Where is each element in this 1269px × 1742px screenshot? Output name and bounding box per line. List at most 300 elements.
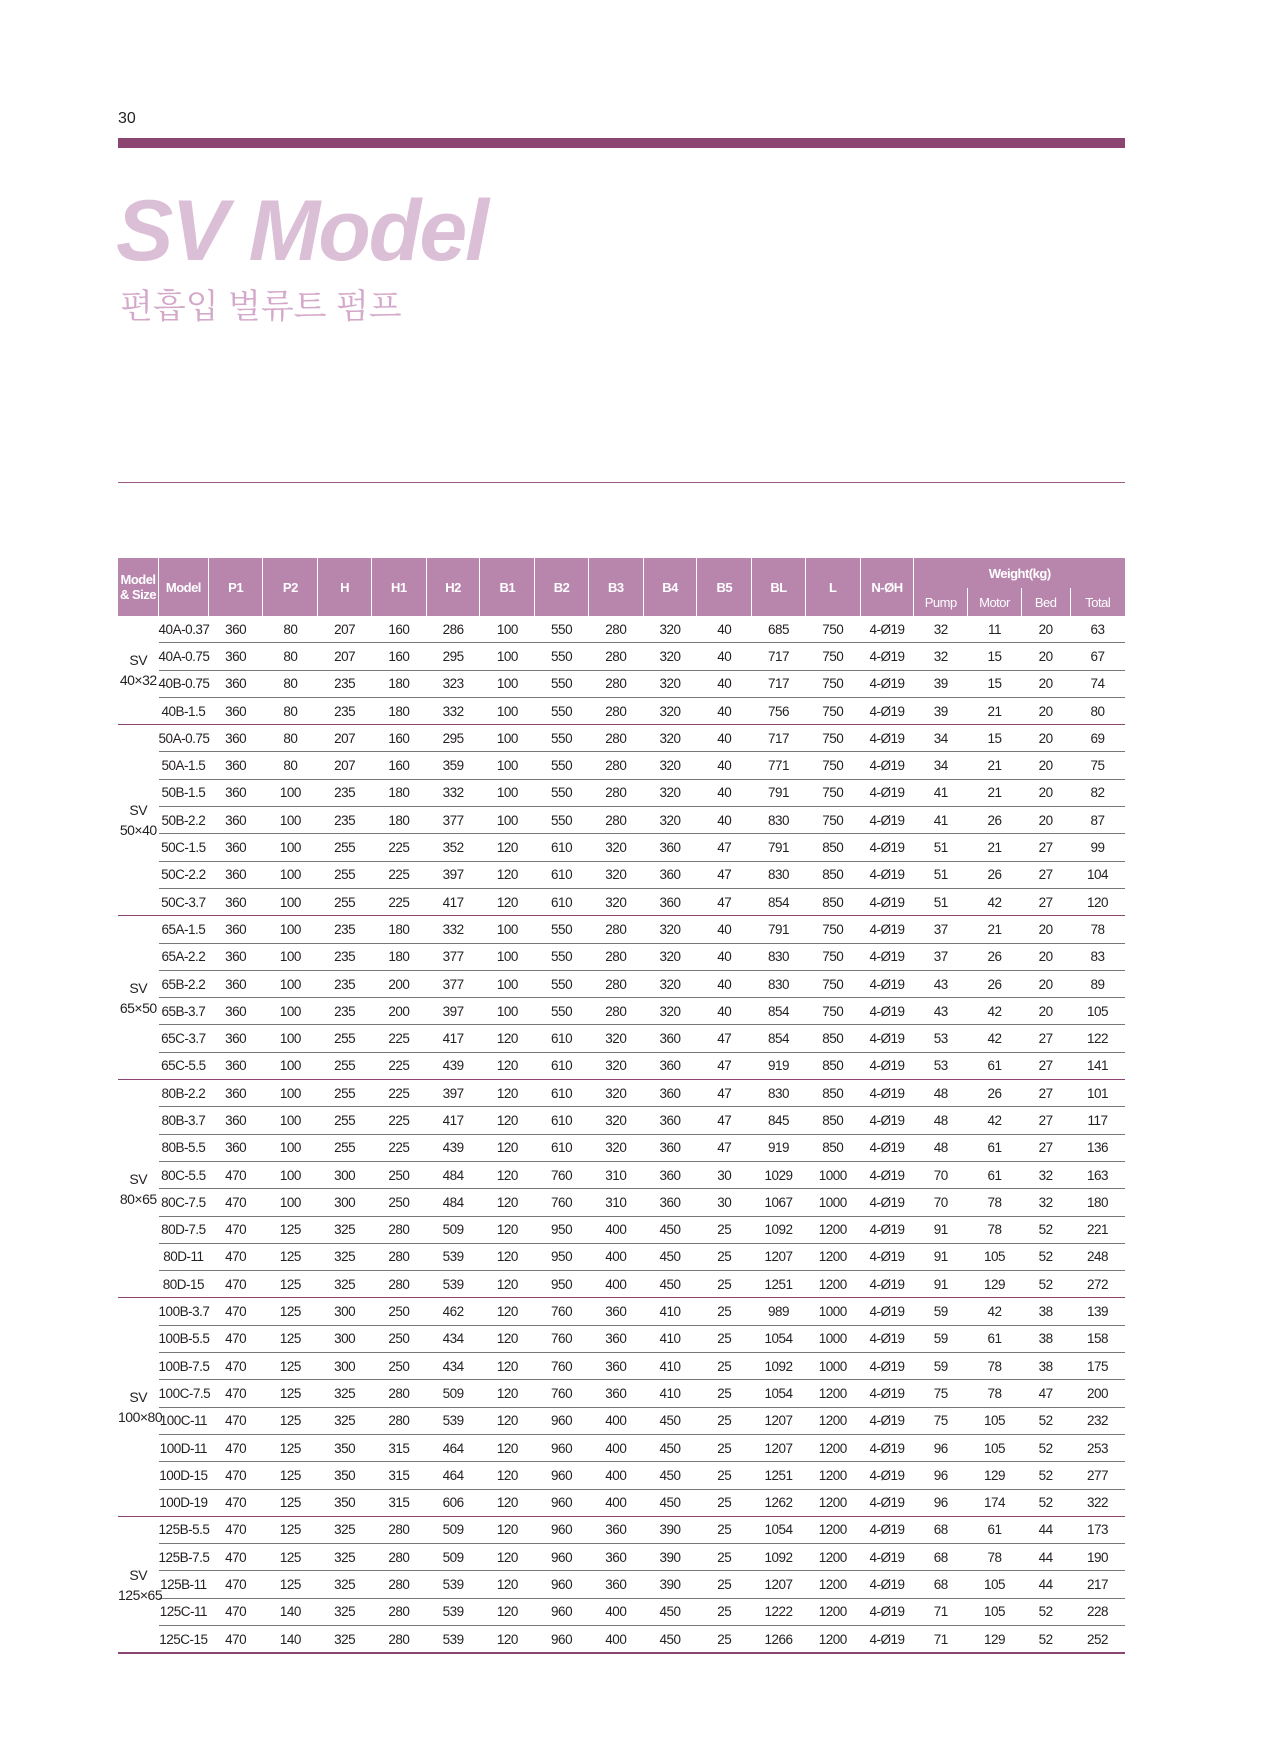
- cell-p2: 125: [263, 1516, 318, 1543]
- cell-b5: 25: [697, 1462, 752, 1489]
- cell-bed: 52: [1021, 1598, 1070, 1625]
- cell-bl: 1266: [752, 1625, 806, 1653]
- cell-h1: 200: [371, 970, 426, 997]
- cell-model: 80C-5.5: [159, 1161, 209, 1188]
- cell-total: 180: [1070, 1189, 1125, 1216]
- header-weight-total: Total: [1070, 588, 1125, 616]
- cell-bed: 52: [1021, 1271, 1070, 1298]
- cell-total: 136: [1070, 1134, 1125, 1161]
- cell-b1: 100: [480, 998, 535, 1025]
- cell-l: 750: [805, 643, 860, 670]
- cell-bl: 1262: [752, 1489, 806, 1516]
- cell-bl: 1251: [752, 1271, 806, 1298]
- cell-l: 850: [805, 1052, 860, 1079]
- cell-p1: 470: [208, 1298, 263, 1325]
- cell-bed: 20: [1021, 752, 1070, 779]
- cell-p1: 360: [208, 807, 263, 834]
- cell-h: 300: [318, 1189, 372, 1216]
- cell-b1: 120: [480, 1080, 535, 1107]
- cell-b3: 400: [588, 1271, 643, 1298]
- cell-model: 40A-0.75: [159, 643, 209, 670]
- cell-bl: 830: [752, 1080, 806, 1107]
- cell-l: 1000: [805, 1298, 860, 1325]
- cell-b1: 120: [480, 1544, 535, 1571]
- cell-l: 1200: [805, 1434, 860, 1461]
- cell-b5: 25: [697, 1243, 752, 1270]
- cell-motor: 42: [968, 998, 1022, 1025]
- cell-h: 300: [318, 1325, 372, 1352]
- cell-model: 80B-3.7: [159, 1107, 209, 1134]
- cell-h: 207: [318, 616, 372, 643]
- cell-b1: 120: [480, 1516, 535, 1543]
- cell-h2: 539: [426, 1625, 480, 1653]
- table-row: [118, 725, 1125, 752]
- cell-b2: 960: [535, 1516, 589, 1543]
- cell-p2: 100: [263, 1052, 318, 1079]
- cell-p1: 470: [208, 1434, 263, 1461]
- cell-h1: 250: [371, 1325, 426, 1352]
- cell-h2: 509: [426, 1516, 480, 1543]
- cell-b1: 120: [480, 1189, 535, 1216]
- cell-h: 207: [318, 752, 372, 779]
- cell-model: 125C-11: [159, 1598, 209, 1625]
- cell-b2: 550: [535, 998, 589, 1025]
- cell-h: 255: [318, 1052, 372, 1079]
- cell-h: 325: [318, 1571, 372, 1598]
- cell-pump: 96: [914, 1462, 968, 1489]
- size-dimension-label: 125×65: [118, 1586, 163, 1603]
- cell-l: 850: [805, 1080, 860, 1107]
- cell-b3: 400: [588, 1462, 643, 1489]
- cell-model: 80D-15: [159, 1271, 209, 1298]
- cell-b1: 120: [480, 888, 535, 915]
- cell-motor: 26: [968, 1080, 1022, 1107]
- cell-l: 1000: [805, 1325, 860, 1352]
- cell-l: 850: [805, 1025, 860, 1052]
- table-row: [118, 1462, 1125, 1489]
- cell-n-oh: 4-Ø19: [860, 1298, 914, 1325]
- cell-b5: 25: [697, 1544, 752, 1571]
- cell-h2: 377: [426, 807, 480, 834]
- cell-b1: 120: [480, 1489, 535, 1516]
- cell-p1: 360: [208, 1134, 263, 1161]
- model-size-cell: [118, 616, 159, 725]
- cell-b5: 40: [697, 643, 752, 670]
- cell-pump: 59: [914, 1325, 968, 1352]
- cell-p1: 470: [208, 1625, 263, 1653]
- cell-bl: 791: [752, 916, 806, 943]
- cell-n-oh: 4-Ø19: [860, 1380, 914, 1407]
- size-dimension-label: 65×50: [119, 999, 157, 1016]
- cell-b4: 320: [643, 725, 697, 752]
- cell-model: 125C-15: [159, 1625, 209, 1653]
- cell-h: 325: [318, 1243, 372, 1270]
- cell-motor: 26: [968, 970, 1022, 997]
- cell-motor: 21: [968, 916, 1022, 943]
- cell-total: 217: [1070, 1571, 1125, 1598]
- cell-motor: 26: [968, 807, 1022, 834]
- cell-b2: 760: [535, 1189, 589, 1216]
- cell-p1: 470: [208, 1189, 263, 1216]
- cell-n-oh: 4-Ø19: [860, 643, 914, 670]
- cell-model: 100B-3.7: [159, 1298, 209, 1325]
- cell-pump: 96: [914, 1434, 968, 1461]
- cell-n-oh: 4-Ø19: [860, 1462, 914, 1489]
- cell-model: 50C-3.7: [159, 888, 209, 915]
- cell-bl: 1054: [752, 1516, 806, 1543]
- cell-n-oh: 4-Ø19: [860, 616, 914, 643]
- cell-b5: 40: [697, 752, 752, 779]
- cell-h: 255: [318, 1025, 372, 1052]
- cell-h1: 225: [371, 1134, 426, 1161]
- cell-pump: 43: [914, 970, 968, 997]
- cell-b3: 280: [588, 807, 643, 834]
- page-number: 30: [118, 110, 136, 127]
- cell-model: 65A-2.2: [159, 943, 209, 970]
- cell-bed: 38: [1021, 1325, 1070, 1352]
- cell-b1: 120: [480, 1325, 535, 1352]
- cell-h2: 286: [426, 616, 480, 643]
- cell-b2: 550: [535, 807, 589, 834]
- cell-b4: 390: [643, 1516, 697, 1543]
- cell-total: 87: [1070, 807, 1125, 834]
- cell-n-oh: 4-Ø19: [860, 1544, 914, 1571]
- cell-b3: 280: [588, 697, 643, 724]
- cell-bed: 20: [1021, 943, 1070, 970]
- table-row: [118, 779, 1125, 806]
- cell-motor: 78: [968, 1353, 1022, 1380]
- cell-h1: 160: [371, 643, 426, 670]
- table-row: [118, 1489, 1125, 1516]
- cell-motor: 78: [968, 1544, 1022, 1571]
- cell-motor: 61: [968, 1052, 1022, 1079]
- size-series-label: SV: [129, 802, 148, 819]
- cell-b4: 450: [643, 1625, 697, 1653]
- cell-n-oh: 4-Ø19: [860, 1134, 914, 1161]
- cell-n-oh: 4-Ø19: [860, 861, 914, 888]
- cell-h: 235: [318, 916, 372, 943]
- cell-b1: 120: [480, 1353, 535, 1380]
- cell-total: 173: [1070, 1516, 1125, 1543]
- table-row: [118, 616, 1125, 643]
- cell-n-oh: 4-Ø19: [860, 1107, 914, 1134]
- cell-h2: 434: [426, 1325, 480, 1352]
- cell-bed: 27: [1021, 1080, 1070, 1107]
- cell-total: 141: [1070, 1052, 1125, 1079]
- cell-p1: 470: [208, 1216, 263, 1243]
- cell-h: 255: [318, 1080, 372, 1107]
- cell-b4: 450: [643, 1434, 697, 1461]
- cell-b1: 120: [480, 1571, 535, 1598]
- cell-p2: 125: [263, 1571, 318, 1598]
- cell-b4: 390: [643, 1544, 697, 1571]
- cell-h2: 509: [426, 1216, 480, 1243]
- header-model: Model: [159, 558, 209, 616]
- cell-bed: 20: [1021, 725, 1070, 752]
- cell-p1: 360: [208, 670, 263, 697]
- cell-total: 101: [1070, 1080, 1125, 1107]
- cell-l: 1200: [805, 1598, 860, 1625]
- cell-b1: 120: [480, 1625, 535, 1653]
- cell-b4: 320: [643, 916, 697, 943]
- cell-h: 255: [318, 1134, 372, 1161]
- header-row: [118, 558, 1125, 588]
- cell-h1: 225: [371, 888, 426, 915]
- page-subtitle: 편흡입 벌류트 펌프: [120, 288, 402, 326]
- cell-h2: 539: [426, 1243, 480, 1270]
- cell-model: 100D-15: [159, 1462, 209, 1489]
- cell-p1: 470: [208, 1544, 263, 1571]
- cell-model: 65A-1.5: [159, 916, 209, 943]
- cell-h1: 160: [371, 725, 426, 752]
- cell-bed: 27: [1021, 1052, 1070, 1079]
- cell-b5: 40: [697, 970, 752, 997]
- cell-b5: 40: [697, 725, 752, 752]
- cell-n-oh: 4-Ø19: [860, 1025, 914, 1052]
- cell-n-oh: 4-Ø19: [860, 1407, 914, 1434]
- cell-bed: 27: [1021, 861, 1070, 888]
- size-dimension-label: 50×40: [119, 822, 157, 839]
- table-row: [118, 888, 1125, 915]
- cell-h2: 462: [426, 1298, 480, 1325]
- cell-pump: 48: [914, 1134, 968, 1161]
- cell-b2: 610: [535, 834, 589, 861]
- cell-bed: 52: [1021, 1489, 1070, 1516]
- cell-b5: 25: [697, 1489, 752, 1516]
- section-divider: [118, 482, 1125, 483]
- cell-bl: 854: [752, 1025, 806, 1052]
- table-row: [118, 1243, 1125, 1270]
- cell-bed: 32: [1021, 1161, 1070, 1188]
- cell-h2: 484: [426, 1161, 480, 1188]
- table-row: [118, 1298, 1125, 1325]
- cell-b3: 320: [588, 888, 643, 915]
- cell-n-oh: 4-Ø19: [860, 943, 914, 970]
- cell-h1: 225: [371, 861, 426, 888]
- cell-motor: 61: [968, 1516, 1022, 1543]
- header-n-oh: N-ØH: [860, 558, 914, 616]
- cell-b5: 47: [697, 1052, 752, 1079]
- cell-n-oh: 4-Ø19: [860, 1325, 914, 1352]
- cell-bl: 854: [752, 998, 806, 1025]
- cell-b1: 100: [480, 752, 535, 779]
- cell-h1: 225: [371, 1052, 426, 1079]
- cell-b5: 25: [697, 1407, 752, 1434]
- cell-p2: 125: [263, 1243, 318, 1270]
- cell-b2: 760: [535, 1353, 589, 1380]
- cell-b2: 550: [535, 779, 589, 806]
- cell-n-oh: 4-Ø19: [860, 1516, 914, 1543]
- table-row: [118, 943, 1125, 970]
- cell-n-oh: 4-Ø19: [860, 807, 914, 834]
- table-body: [118, 616, 1125, 1653]
- cell-total: 139: [1070, 1298, 1125, 1325]
- size-dimension-label: 40×32: [119, 672, 157, 689]
- cell-b3: 320: [588, 861, 643, 888]
- cell-n-oh: 4-Ø19: [860, 834, 914, 861]
- cell-b1: 100: [480, 943, 535, 970]
- cell-b4: 450: [643, 1216, 697, 1243]
- cell-h: 235: [318, 807, 372, 834]
- cell-h1: 200: [371, 998, 426, 1025]
- page-title: SV Model: [116, 183, 488, 279]
- table-row: [118, 1189, 1125, 1216]
- cell-bl: 1251: [752, 1462, 806, 1489]
- cell-p1: 360: [208, 970, 263, 997]
- cell-h1: 315: [371, 1462, 426, 1489]
- cell-b3: 280: [588, 916, 643, 943]
- cell-b5: 25: [697, 1298, 752, 1325]
- cell-b4: 410: [643, 1380, 697, 1407]
- cell-p2: 140: [263, 1598, 318, 1625]
- cell-b5: 25: [697, 1571, 752, 1598]
- cell-bed: 20: [1021, 670, 1070, 697]
- cell-p2: 100: [263, 834, 318, 861]
- cell-h1: 315: [371, 1434, 426, 1461]
- cell-bed: 44: [1021, 1516, 1070, 1543]
- cell-pump: 41: [914, 807, 968, 834]
- cell-b5: 47: [697, 1107, 752, 1134]
- cell-model: 50B-1.5: [159, 779, 209, 806]
- cell-bed: 20: [1021, 970, 1070, 997]
- cell-p1: 360: [208, 943, 263, 970]
- cell-n-oh: 4-Ø19: [860, 1161, 914, 1188]
- cell-b1: 120: [480, 834, 535, 861]
- cell-h2: 332: [426, 697, 480, 724]
- table-row: [118, 1544, 1125, 1571]
- cell-b2: 550: [535, 725, 589, 752]
- cell-bl: 830: [752, 861, 806, 888]
- cell-bl: 717: [752, 643, 806, 670]
- cell-b1: 100: [480, 970, 535, 997]
- cell-bl: 830: [752, 943, 806, 970]
- cell-h1: 180: [371, 943, 426, 970]
- cell-n-oh: 4-Ø19: [860, 1353, 914, 1380]
- spec-table: [118, 558, 1125, 1654]
- cell-b2: 960: [535, 1625, 589, 1653]
- cell-h: 255: [318, 888, 372, 915]
- cell-p1: 360: [208, 752, 263, 779]
- cell-n-oh: 4-Ø19: [860, 1243, 914, 1270]
- model-size-cell: [118, 1516, 163, 1653]
- cell-model: 65C-5.5: [159, 1052, 209, 1079]
- cell-h1: 180: [371, 670, 426, 697]
- cell-bl: 919: [752, 1052, 806, 1079]
- cell-p2: 100: [263, 861, 318, 888]
- cell-bl: 1207: [752, 1571, 806, 1598]
- cell-b5: 25: [697, 1353, 752, 1380]
- cell-b4: 360: [643, 1080, 697, 1107]
- cell-bed: 20: [1021, 807, 1070, 834]
- cell-pump: 41: [914, 779, 968, 806]
- cell-h2: 397: [426, 998, 480, 1025]
- cell-total: 200: [1070, 1380, 1125, 1407]
- cell-bl: 717: [752, 725, 806, 752]
- cell-b3: 280: [588, 670, 643, 697]
- cell-model: 100D-11: [159, 1434, 209, 1461]
- cell-pump: 34: [914, 752, 968, 779]
- cell-p1: 360: [208, 861, 263, 888]
- cell-b2: 610: [535, 1134, 589, 1161]
- cell-b5: 25: [697, 1434, 752, 1461]
- cell-h: 300: [318, 1298, 372, 1325]
- cell-n-oh: 4-Ø19: [860, 1571, 914, 1598]
- cell-motor: 78: [968, 1189, 1022, 1216]
- cell-model: 50B-2.2: [159, 807, 209, 834]
- cell-b4: 450: [643, 1271, 697, 1298]
- cell-pump: 71: [914, 1625, 968, 1653]
- table-row: [118, 1598, 1125, 1625]
- cell-h1: 280: [371, 1380, 426, 1407]
- cell-h1: 280: [371, 1625, 426, 1653]
- cell-motor: 42: [968, 1025, 1022, 1052]
- cell-b1: 100: [480, 643, 535, 670]
- cell-h1: 160: [371, 616, 426, 643]
- cell-b4: 320: [643, 697, 697, 724]
- header-weight-bed: Bed: [1021, 588, 1070, 616]
- cell-total: 253: [1070, 1434, 1125, 1461]
- table-row: [118, 916, 1125, 943]
- cell-bl: 791: [752, 779, 806, 806]
- cell-pump: 51: [914, 834, 968, 861]
- table-row: [118, 1353, 1125, 1380]
- cell-bl: 1092: [752, 1544, 806, 1571]
- cell-p1: 360: [208, 1025, 263, 1052]
- cell-b4: 320: [643, 752, 697, 779]
- cell-model: 100D-19: [159, 1489, 209, 1516]
- cell-l: 1200: [805, 1216, 860, 1243]
- cell-h2: 359: [426, 752, 480, 779]
- cell-bl: 1207: [752, 1434, 806, 1461]
- cell-p2: 100: [263, 943, 318, 970]
- cell-b3: 400: [588, 1598, 643, 1625]
- cell-pump: 34: [914, 725, 968, 752]
- cell-b1: 100: [480, 725, 535, 752]
- cell-motor: 21: [968, 697, 1022, 724]
- cell-l: 1200: [805, 1516, 860, 1543]
- cell-h: 300: [318, 1161, 372, 1188]
- cell-b2: 950: [535, 1243, 589, 1270]
- cell-pump: 51: [914, 888, 968, 915]
- cell-bed: 20: [1021, 779, 1070, 806]
- cell-bl: 1067: [752, 1189, 806, 1216]
- cell-pump: 91: [914, 1216, 968, 1243]
- cell-l: 750: [805, 616, 860, 643]
- cell-bed: 27: [1021, 1107, 1070, 1134]
- cell-b4: 360: [643, 1134, 697, 1161]
- cell-model: 125B-5.5: [159, 1516, 209, 1543]
- cell-l: 750: [805, 916, 860, 943]
- cell-model: 125B-11: [159, 1571, 209, 1598]
- cell-b3: 280: [588, 616, 643, 643]
- cell-h: 235: [318, 943, 372, 970]
- cell-b4: 360: [643, 888, 697, 915]
- cell-h2: 539: [426, 1598, 480, 1625]
- cell-b1: 120: [480, 1025, 535, 1052]
- cell-h2: 377: [426, 943, 480, 970]
- cell-b3: 360: [588, 1544, 643, 1571]
- cell-pump: 43: [914, 998, 968, 1025]
- cell-bed: 44: [1021, 1571, 1070, 1598]
- cell-model: 100C-7.5: [159, 1380, 209, 1407]
- cell-b1: 100: [480, 807, 535, 834]
- cell-b2: 550: [535, 970, 589, 997]
- cell-h: 235: [318, 697, 372, 724]
- cell-model: 100B-7.5: [159, 1353, 209, 1380]
- cell-l: 750: [805, 943, 860, 970]
- cell-pump: 39: [914, 697, 968, 724]
- header-h2: H2: [426, 558, 480, 616]
